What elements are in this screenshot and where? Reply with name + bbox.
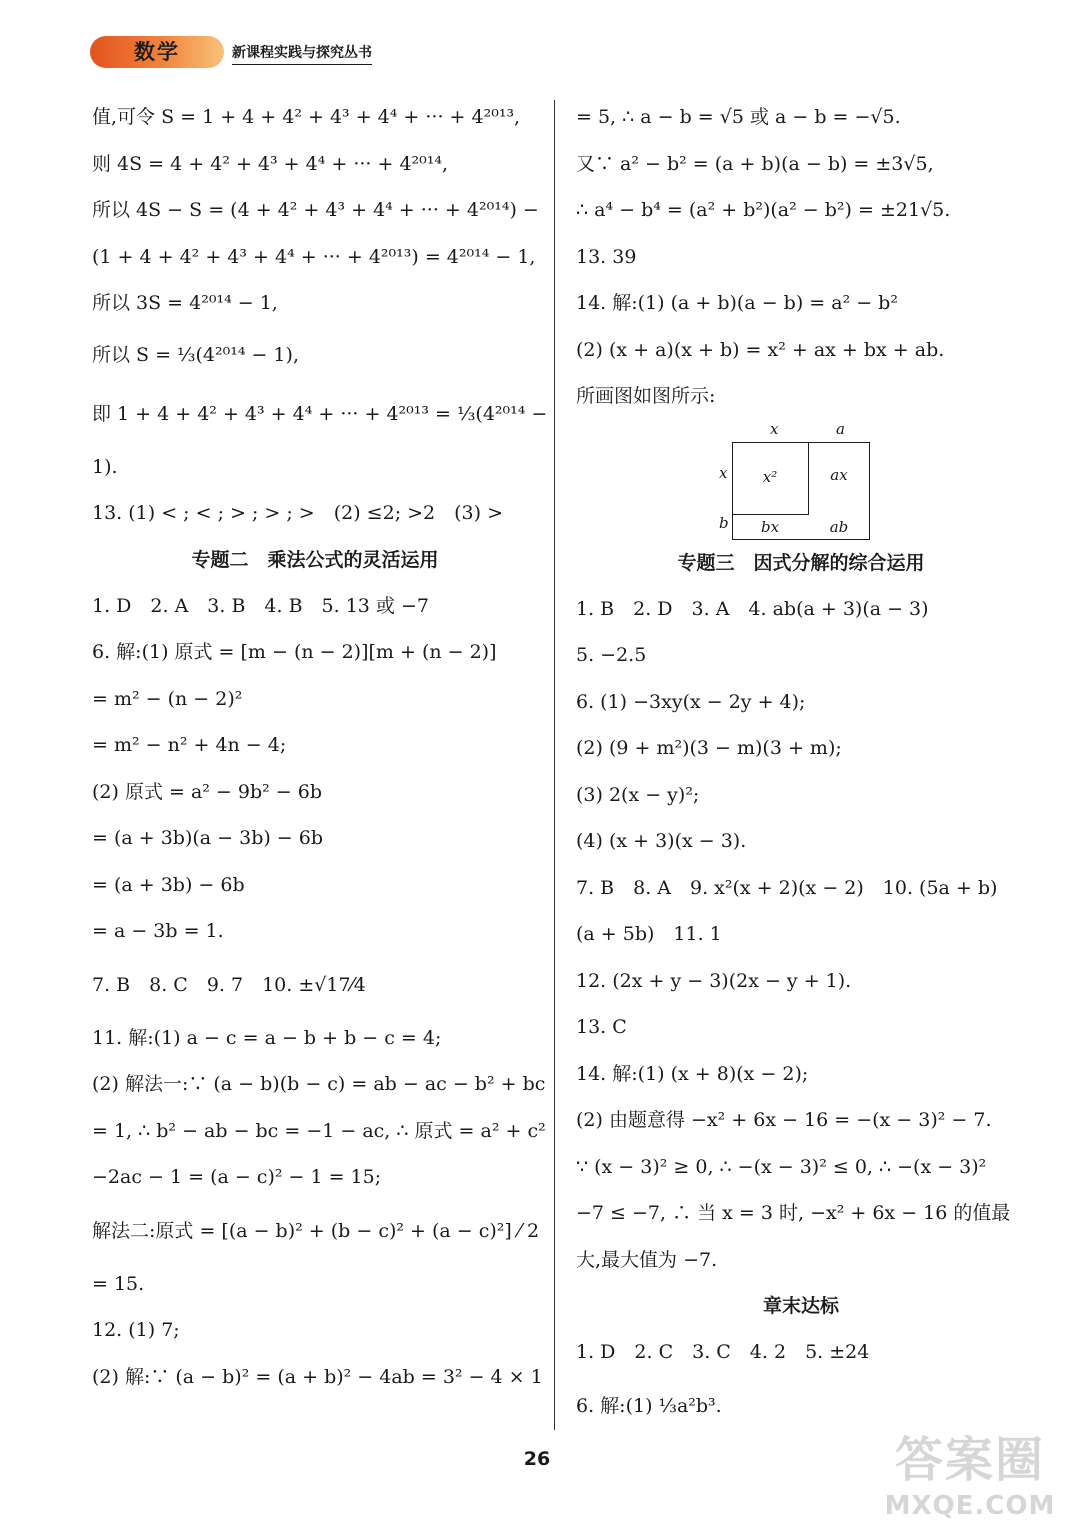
text-line: 7. B 8. C 9. 7 10. ±√17⁄4: [92, 973, 366, 996]
subject-badge: 数学: [90, 36, 224, 68]
text-line: 11. 解:(1) a − c = a − b + b − c = 4;: [92, 1026, 442, 1049]
text-line: 12. (2x + y − 3)(2x − y + 1).: [576, 969, 852, 992]
text-line: 1. D 2. C 3. C 4. 2 5. ±24: [576, 1341, 870, 1363]
text-line: 值,可令 S = 1 + 4 + 4² + 4³ + 4⁴ + ··· + 4²⁰¹³,: [92, 106, 521, 128]
text-line: (2) (9 + m²)(3 − m)(3 + m);: [576, 737, 842, 759]
text-line: 13. C: [576, 1016, 627, 1038]
right-column: [576, 94, 1026, 1436]
text-line: −2ac − 1 = (a − c)² − 1 = 15;: [92, 1166, 382, 1188]
section-heading: 章末达标: [762, 1295, 839, 1317]
figure-top-label: a: [836, 419, 845, 438]
figure-cell: ab: [829, 517, 849, 536]
section-heading: 专题二 乘法公式的灵活运用: [191, 548, 439, 571]
text-line: 14. 解:(1) (x + 8)(x − 2);: [576, 1062, 809, 1085]
text-line: = (a + 3b)(a − 3b) − 6b: [92, 827, 324, 849]
text-line: 13. (1) < ; < ; > ; > ; > (2) ≤2; >2 (3) >: [92, 502, 504, 524]
text-line: 又∵ a² − b² = (a + b)(a − b) = ±3√5,: [576, 152, 934, 175]
text-line: 大,最大值为 −7.: [576, 1248, 718, 1271]
text-line: 所以 3S = 4²⁰¹⁴ − 1,: [92, 292, 278, 314]
watermark-text: 答案圈: [894, 1432, 1045, 1488]
text-line: (a + 5b) 11. 1: [576, 923, 722, 945]
text-line: = m² − (n − 2)²: [92, 687, 243, 710]
area-model-figure: [576, 420, 1026, 540]
text-line: 6. (1) −3xy(x − 2y + 4);: [576, 690, 806, 713]
column-divider: [554, 100, 555, 1430]
watermark-logo: [880, 1430, 1060, 1530]
text-line: 6. 解:(1) 原式 = [m − (n − 2)][m + (n − 2)]: [92, 641, 497, 663]
text-line: 6. 解:(1) ⅓a²b³.: [576, 1394, 722, 1417]
figure-side-label: b: [719, 513, 729, 532]
text-line: (4) (x + 3)(x − 3).: [576, 830, 747, 852]
text-line: (3) 2(x − y)²;: [576, 783, 700, 806]
text-line: = m² − n² + 4n − 4;: [92, 734, 287, 756]
text-line: 1).: [92, 455, 118, 478]
text-line: 12. (1) 7;: [92, 1319, 180, 1341]
text-line: ∴ a⁴ − b⁴ = (a² + b²)(a² − b²) = ±21√5.: [576, 199, 951, 221]
text-line: 所以 4S − S = (4 + 4² + 4³ + 4⁴ + ··· + 4²⁰¹⁴) −: [92, 199, 539, 221]
text-line: = (a + 3b) − 6b: [92, 873, 245, 896]
text-line: −7 ≤ −7, ∴ 当 x = 3 时, −x² + 6x − 16 的值最: [576, 1202, 1011, 1224]
figure-cell: x²: [762, 467, 778, 486]
text-line: 1. B 2. D 3. A 4. ab(a + 3)(a − 3): [576, 597, 929, 620]
text-line: 所画图如图所示:: [576, 385, 716, 407]
figure-side-label: x: [719, 463, 728, 482]
text-line: (2) 解:∵ (a − b)² = (a + b)² − 4ab = 3² − 4 × 1: [92, 1365, 543, 1388]
text-line: ∵ (x − 3)² ≥ 0, ∴ −(x − 3)² ≤ 0, ∴ −(x − 3)²: [576, 1155, 987, 1178]
figure-cell: bx: [760, 517, 780, 536]
text-line: 1. D 2. A 3. B 4. B 5. 13 或 −7: [92, 594, 429, 617]
watermark-url: MXQE.COM: [884, 1491, 1056, 1521]
text-line: (2) 解法一:∵ (a − b)(b − c) = ab − ac − b² + bc: [92, 1073, 546, 1095]
left-column: [92, 94, 548, 1400]
text-line: (2) 由题意得 −x² + 6x − 16 = −(x − 3)² − 7.: [576, 1109, 992, 1131]
page-number: 26: [523, 1448, 551, 1470]
text-line: 所以 S = ⅓(4²⁰¹⁴ − 1),: [92, 343, 299, 366]
figure-top-label: x: [770, 419, 779, 438]
text-line: = 5, ∴ a − b = √5 或 a − b = −√5.: [576, 106, 901, 128]
section-heading: 专题三 因式分解的综合运用: [677, 551, 925, 574]
text-line: = 15.: [92, 1272, 145, 1295]
text-line: (2) 原式 = a² − 9b² − 6b: [92, 780, 323, 803]
text-line: 即 1 + 4 + 4² + 4³ + 4⁴ + ··· + 4²⁰¹³ = ⅓(4²⁰¹⁴ −: [92, 402, 548, 425]
series-title: 新课程实践与探究丛书: [232, 42, 372, 65]
text-line: 13. 39: [576, 245, 637, 268]
figure-cell: ax: [830, 465, 848, 484]
text-line: 14. 解:(1) (a + b)(a − b) = a² − b²: [576, 292, 898, 314]
text-line: 7. B 8. A 9. x²(x + 2)(x − 2) 10. (5a + b): [576, 876, 998, 899]
text-line: = a − 3b = 1.: [92, 920, 224, 942]
text-line: 则 4S = 4 + 4² + 4³ + 4⁴ + ··· + 4²⁰¹⁴,: [92, 152, 449, 175]
text-line: 解法二:原式 = [(a − b)² + (b − c)² + (a − c)²] ⁄ 2: [92, 1219, 540, 1242]
text-line: = 1, ∴ b² − ab − bc = −1 − ac, ∴ 原式 = a² + c²: [92, 1119, 546, 1142]
text-line: (2) (x + a)(x + b) = x² + ax + bx + ab.: [576, 338, 945, 361]
text-line: (1 + 4 + 4² + 4³ + 4⁴ + ··· + 4²⁰¹³) = 4²⁰¹⁴ − 1,: [92, 245, 536, 268]
text-line: 5. −2.5: [576, 644, 647, 666]
